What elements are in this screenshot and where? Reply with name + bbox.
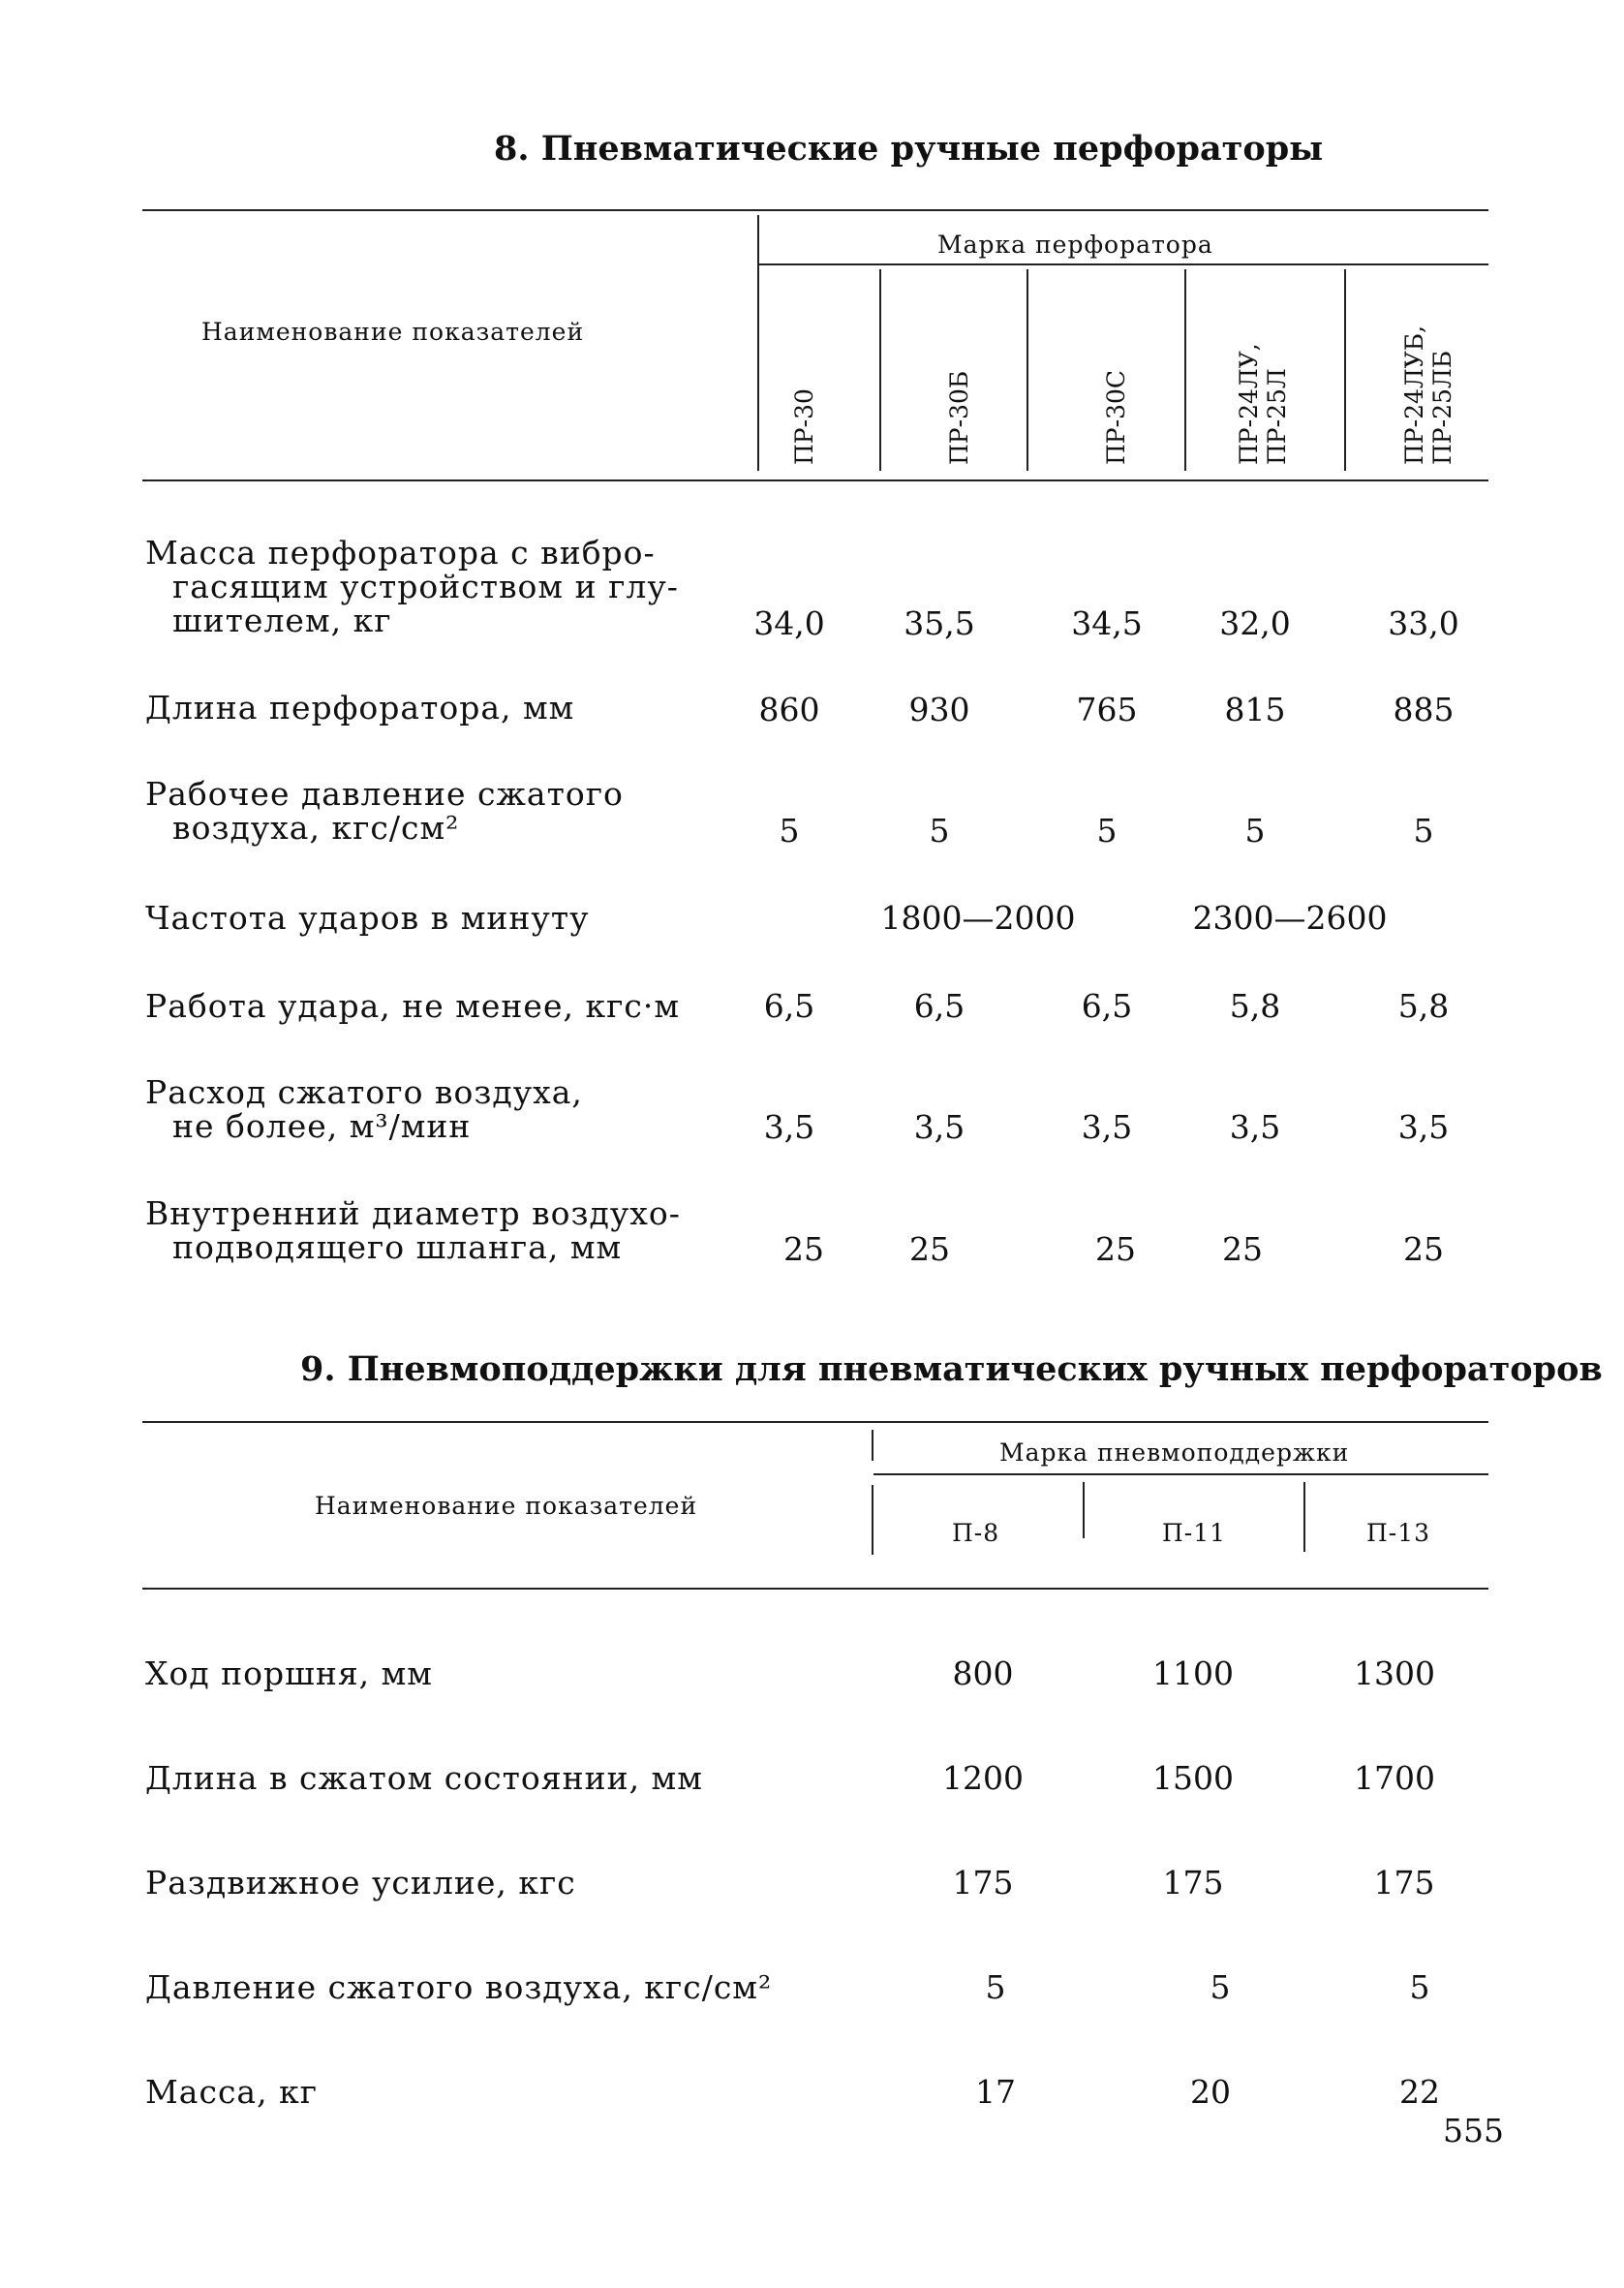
table8-cell: 885 (1393, 691, 1455, 728)
table9-cell: 5 (985, 1968, 1006, 2006)
table9-cell: 1300 (1354, 1654, 1435, 1692)
table9-row-label: Масса, кг (145, 2073, 318, 2111)
table9-column-header: П-11 (1162, 1519, 1227, 1547)
table8-cell: 25 (909, 1230, 950, 1268)
table8-cell: 5 (1096, 812, 1118, 850)
table8-cell: 5 (929, 812, 950, 850)
table8-span-cell: 1800—2000 (880, 899, 1076, 937)
table9-row-label: Раздвижное усилие, кгс (145, 1864, 576, 1902)
table8-column-header: ПР-30С (1102, 369, 1130, 465)
table8-column-header: ПР-30 (790, 388, 818, 465)
table9-divider (1083, 1482, 1085, 1538)
table8-row-label: Расход сжатого воздуха, не более, м³/мин (145, 1073, 583, 1145)
table9-cell: 175 (1373, 1864, 1435, 1902)
table9-column-header: П-13 (1366, 1519, 1431, 1547)
table9-row-label: Давление сжатого воздуха, кгс/см² (145, 1968, 773, 2006)
table8-cell: 34,5 (1071, 604, 1143, 642)
table8-cell: 5,8 (1229, 987, 1281, 1025)
table8-divider (879, 269, 881, 471)
table8-column-header: ПР-24ЛУ, ПР-25Л (1235, 343, 1291, 465)
table8-group-rule (759, 263, 1488, 265)
table8-cell: 5,8 (1397, 987, 1450, 1025)
table9-cell: 5 (1210, 1968, 1231, 2006)
table9-cell: 5 (1409, 1968, 1430, 2006)
table9-cell: 800 (952, 1654, 1014, 1692)
table8-row-label: Работа удара, не менее, кгс·м (145, 987, 681, 1025)
table8-cell: 930 (908, 691, 970, 728)
table9-cell: 1500 (1152, 1759, 1234, 1797)
table8-cell: 34,0 (753, 604, 825, 642)
table9-header-bottom-rule (142, 1588, 1488, 1590)
table8-cell: 6,5 (913, 987, 965, 1025)
table8-header-label: Наименование показателей (201, 318, 585, 346)
table8-cell: 765 (1076, 691, 1138, 728)
table9-cell: 1700 (1354, 1759, 1435, 1797)
table8-cell: 3,5 (1397, 1108, 1450, 1146)
table9-divider (1303, 1482, 1305, 1552)
table8-row-label: Частота ударов в минуту (145, 899, 590, 937)
table8-cell: 25 (1403, 1230, 1444, 1268)
table9-cell: 20 (1190, 2073, 1231, 2111)
table8-column-header: ПР-30Б (945, 370, 973, 465)
table9-row-label: Длина в сжатом состоянии, мм (145, 1759, 703, 1797)
table8-cell: 815 (1224, 691, 1286, 728)
table8-cell: 25 (1095, 1230, 1136, 1268)
table8-header-bottom-rule (142, 479, 1488, 481)
table8-cell: 25 (783, 1230, 824, 1268)
table8-divider (1184, 269, 1186, 471)
table8-divider (757, 215, 759, 471)
table8-cell: 6,5 (1081, 987, 1133, 1025)
table8-cell: 33,0 (1388, 604, 1459, 642)
table8-cell: 5 (1244, 812, 1266, 850)
table9-cell: 175 (952, 1864, 1014, 1902)
table8-top-rule (142, 209, 1488, 211)
table8-divider (1026, 269, 1028, 471)
table8-row-label: Внутренний диаметр воздухо- подводящего шланга, мм (145, 1194, 681, 1266)
table8-cell: 32,0 (1219, 604, 1291, 642)
table9-divider (872, 1430, 873, 1461)
table9-cell: 175 (1162, 1864, 1224, 1902)
table8-group-header: Марка перфоратора (937, 231, 1213, 259)
table8-cell: 3,5 (763, 1108, 815, 1146)
table8-cell: 3,5 (1229, 1108, 1281, 1146)
table9-cell: 22 (1399, 2073, 1440, 2111)
table8-column-header: ПР-24ЛУБ, ПР-25ЛБ (1400, 325, 1456, 465)
table8-cell: 25 (1222, 1230, 1263, 1268)
table8-cell: 3,5 (1081, 1108, 1133, 1146)
table8-divider (1344, 269, 1346, 471)
table9-cell: 1100 (1152, 1654, 1234, 1692)
table9-title: 9. Пневмоподдержки для пневматических ручных перфораторов (300, 1349, 1603, 1389)
table8-span-cell: 2300—2600 (1192, 899, 1388, 937)
table9-row-label: Ход поршня, мм (145, 1654, 433, 1692)
table9-header-label: Наименование показателей (315, 1492, 698, 1520)
table9-cell: 1200 (942, 1759, 1024, 1797)
table8-cell: 860 (758, 691, 820, 728)
table8-row-label: Рабочее давление сжатого воздуха, кгс/см² (145, 775, 624, 847)
table8-cell: 5 (779, 812, 800, 850)
table8-row-label: Длина перфоратора, мм (145, 689, 575, 727)
table8-cell: 5 (1413, 812, 1434, 850)
page-number: 555 (1443, 2112, 1504, 2149)
table8-cell: 35,5 (904, 604, 975, 642)
table8-cell: 3,5 (913, 1108, 965, 1146)
table9-cell: 17 (975, 2073, 1016, 2111)
table8-row-label: Масса перфоратора с вибро- гасящим устройством и глу- шителем, кг (145, 534, 679, 639)
table9-group-header: Марка пневмоподдержки (999, 1438, 1350, 1467)
table8-cell: 6,5 (763, 987, 815, 1025)
table9-divider (872, 1485, 873, 1555)
table9-column-header: П-8 (952, 1519, 1000, 1547)
table8-title: 8. Пневматические ручные перфораторы (494, 129, 1324, 169)
table9-group-rule (873, 1473, 1488, 1475)
table9-top-rule (142, 1421, 1488, 1423)
